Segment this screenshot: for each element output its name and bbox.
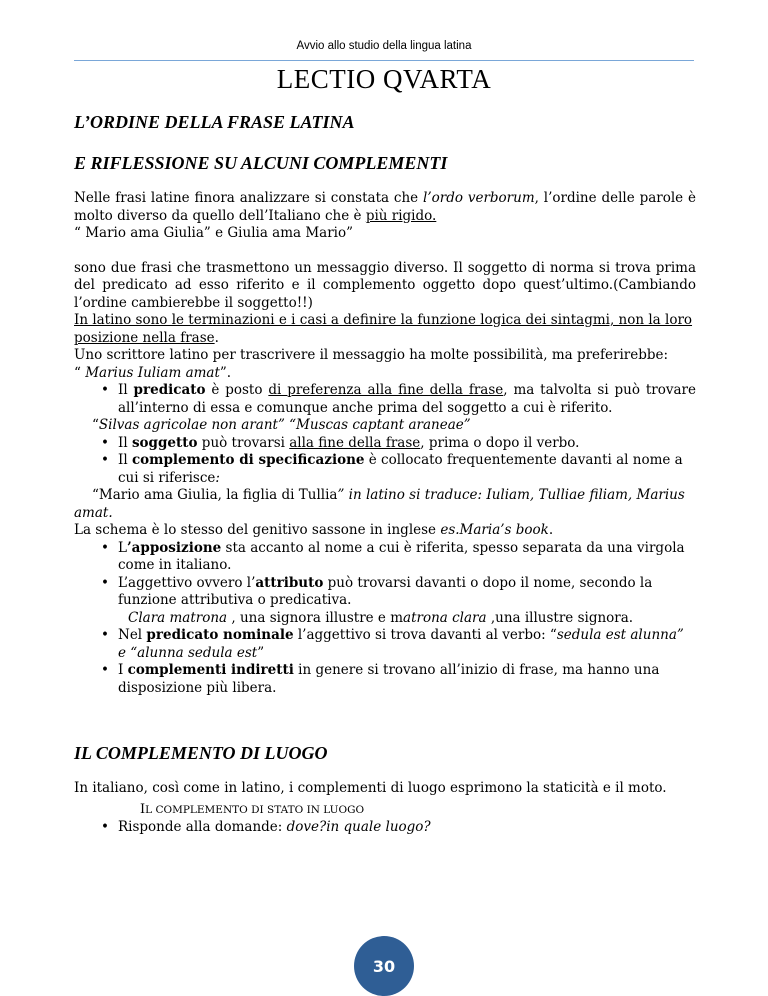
text: in genere si trovano all’inizio di frase, ma hanno una disposizione più libera. <box>118 662 660 696</box>
text: , una signora illustre e m <box>227 609 404 626</box>
list-item-attributo <box>118 575 696 628</box>
text: L <box>118 539 127 556</box>
italic-text: Marius Iuliam amat <box>85 364 220 381</box>
list-item-specificazione <box>118 452 696 487</box>
text: Nel <box>118 627 147 643</box>
list-item-apposizione <box>118 540 696 575</box>
text: è collocato frequentemente davanti al nome a cui si riferisce <box>118 452 683 486</box>
list-item-domande <box>118 819 696 837</box>
text: sta accanto al nome a cui è riferita, spesso separata da una virgola come in italiano. <box>118 539 685 573</box>
bold-text: ’apposizione <box>126 539 222 556</box>
example-clara <box>118 610 633 626</box>
text: Nelle frasi latine finora analizzare si constata che <box>74 190 424 206</box>
text: “ <box>92 417 99 433</box>
text: I <box>118 662 128 678</box>
page-number-badge: 30 <box>354 936 414 996</box>
header-rule <box>74 60 694 61</box>
paragraph-soggetto: sono due frasi che trasmettono un messaggio diverso. Il soggetto di norma si trova prima del predicato ad esso riferito e il complemento oggetto dopo quest’ultimo.(Cambiando l’ordine cambierebbe il soggetto!!) <box>74 259 696 311</box>
text: Risponde alla domande: <box>118 819 287 835</box>
text: , ma talvolta si può trovare all’interno di essa e comunque anche prima del soggetto a cui è riferito. <box>118 382 696 416</box>
text: Il <box>118 382 134 398</box>
underlined-text: di preferenza alla fine della frase <box>268 382 504 398</box>
bold-text: soggetto <box>131 434 198 451</box>
italic-text: es.Maria’s book <box>440 522 549 538</box>
text: . <box>548 522 554 538</box>
text: “ <box>74 364 86 381</box>
text: L’aggettivo ovvero l’ <box>118 574 256 591</box>
paragraph-example: “ Mario ama Giulia” e Giulia ama Mario” <box>74 225 354 241</box>
text: è posto <box>205 382 269 398</box>
italic-text: Silvas agricolae non arant” “Muscas captant araneae” <box>98 417 471 433</box>
text: ,una illustre signora. <box>486 609 634 626</box>
list-item-predicato-nominale <box>118 627 696 662</box>
paragraph-luogo: In italiano, così come in latino, i complementi di luogo esprimono la staticità e il moto. <box>74 780 667 796</box>
bullet-list-luogo <box>74 819 696 837</box>
text: ”. <box>219 364 232 381</box>
text: “Mario ama Giulia, la figlia di Tullia <box>92 487 338 503</box>
italic-text: ” in latino si traduce: Iuliam, Tulliae filiam, Marius amat. <box>74 487 685 521</box>
italic-text: dove?in quale luogo? <box>286 819 431 835</box>
example-silvas <box>74 417 696 435</box>
paragraph-genitivo <box>74 522 696 540</box>
text: può trovarsi davanti o dopo il nome, secondo la funzione attributiva o predicativa. <box>118 574 653 608</box>
paragraph-intro <box>74 190 696 225</box>
list-item-soggetto <box>118 435 696 453</box>
italic-text: sedula est alunna” e “alunna sedula est <box>118 627 684 661</box>
text: l’aggettivo si trova davanti al verbo: “ <box>293 627 557 643</box>
bold-text: predicato nominale <box>146 627 294 643</box>
paragraph-marius <box>74 365 696 383</box>
bold-text: attributo <box>255 574 324 591</box>
text: I <box>140 801 146 817</box>
paragraph-scrittore: Uno scrittore latino per trascrivere il messaggio ha molte possibilità, ma preferirebbe: <box>74 347 669 363</box>
text: Il <box>118 452 132 468</box>
text: ” <box>257 644 265 661</box>
text: Il <box>118 434 132 451</box>
italic-text: Clara matrona <box>128 609 228 626</box>
bold-text: predicato <box>133 382 206 398</box>
page-title: LECTIO QVARTA <box>276 64 492 94</box>
subheading-stato-in-luogo <box>74 801 696 820</box>
section-heading-ordine: L’ORDINE DELLA FRASE LATINA <box>74 112 355 132</box>
paragraph-terminazioni <box>74 312 696 347</box>
text: L COMPLEMENTO DI STATO IN LUOGO <box>145 803 365 816</box>
running-header: Avvio allo studio della lingua latina <box>296 40 472 52</box>
section-heading-riflessione: E RIFLESSIONE SU ALCUNI COMPLEMENTI <box>74 153 448 173</box>
bullet-list-order <box>74 382 696 417</box>
text: può trovarsi <box>197 434 290 451</box>
italic-text: l’ordo verborum <box>423 190 535 206</box>
bold-text: complementi indiretti <box>127 662 294 678</box>
underlined-text: alla fine della frase <box>289 434 421 451</box>
text: . <box>214 329 219 346</box>
text: La schema è lo stesso del genitivo sassone in inglese <box>74 522 441 538</box>
text: , l’ordine delle parole è molto diverso da quello dell’Italiano che è <box>74 190 696 224</box>
bullet-list-soggetto <box>74 435 696 488</box>
list-item-complementi-indiretti <box>118 662 696 697</box>
bold-text: complemento di specificazione <box>131 452 365 468</box>
bullet-list-attributi <box>74 540 696 698</box>
text: , prima o dopo il verbo. <box>420 434 580 451</box>
underlined-text: In latino sono le terminazioni e i casi a definire la funzione logica dei sintagmi, non la loro posizione nella frase <box>74 312 693 346</box>
list-item-predicato <box>118 382 696 417</box>
example-tullia <box>74 487 696 522</box>
italic-text: : <box>215 469 220 486</box>
italic-text: atrona clara <box>403 609 487 626</box>
section-heading-luogo: IL COMPLEMENTO DI LUOGO <box>74 743 328 763</box>
underlined-text: più rigido. <box>365 207 437 224</box>
main-content <box>74 112 696 837</box>
